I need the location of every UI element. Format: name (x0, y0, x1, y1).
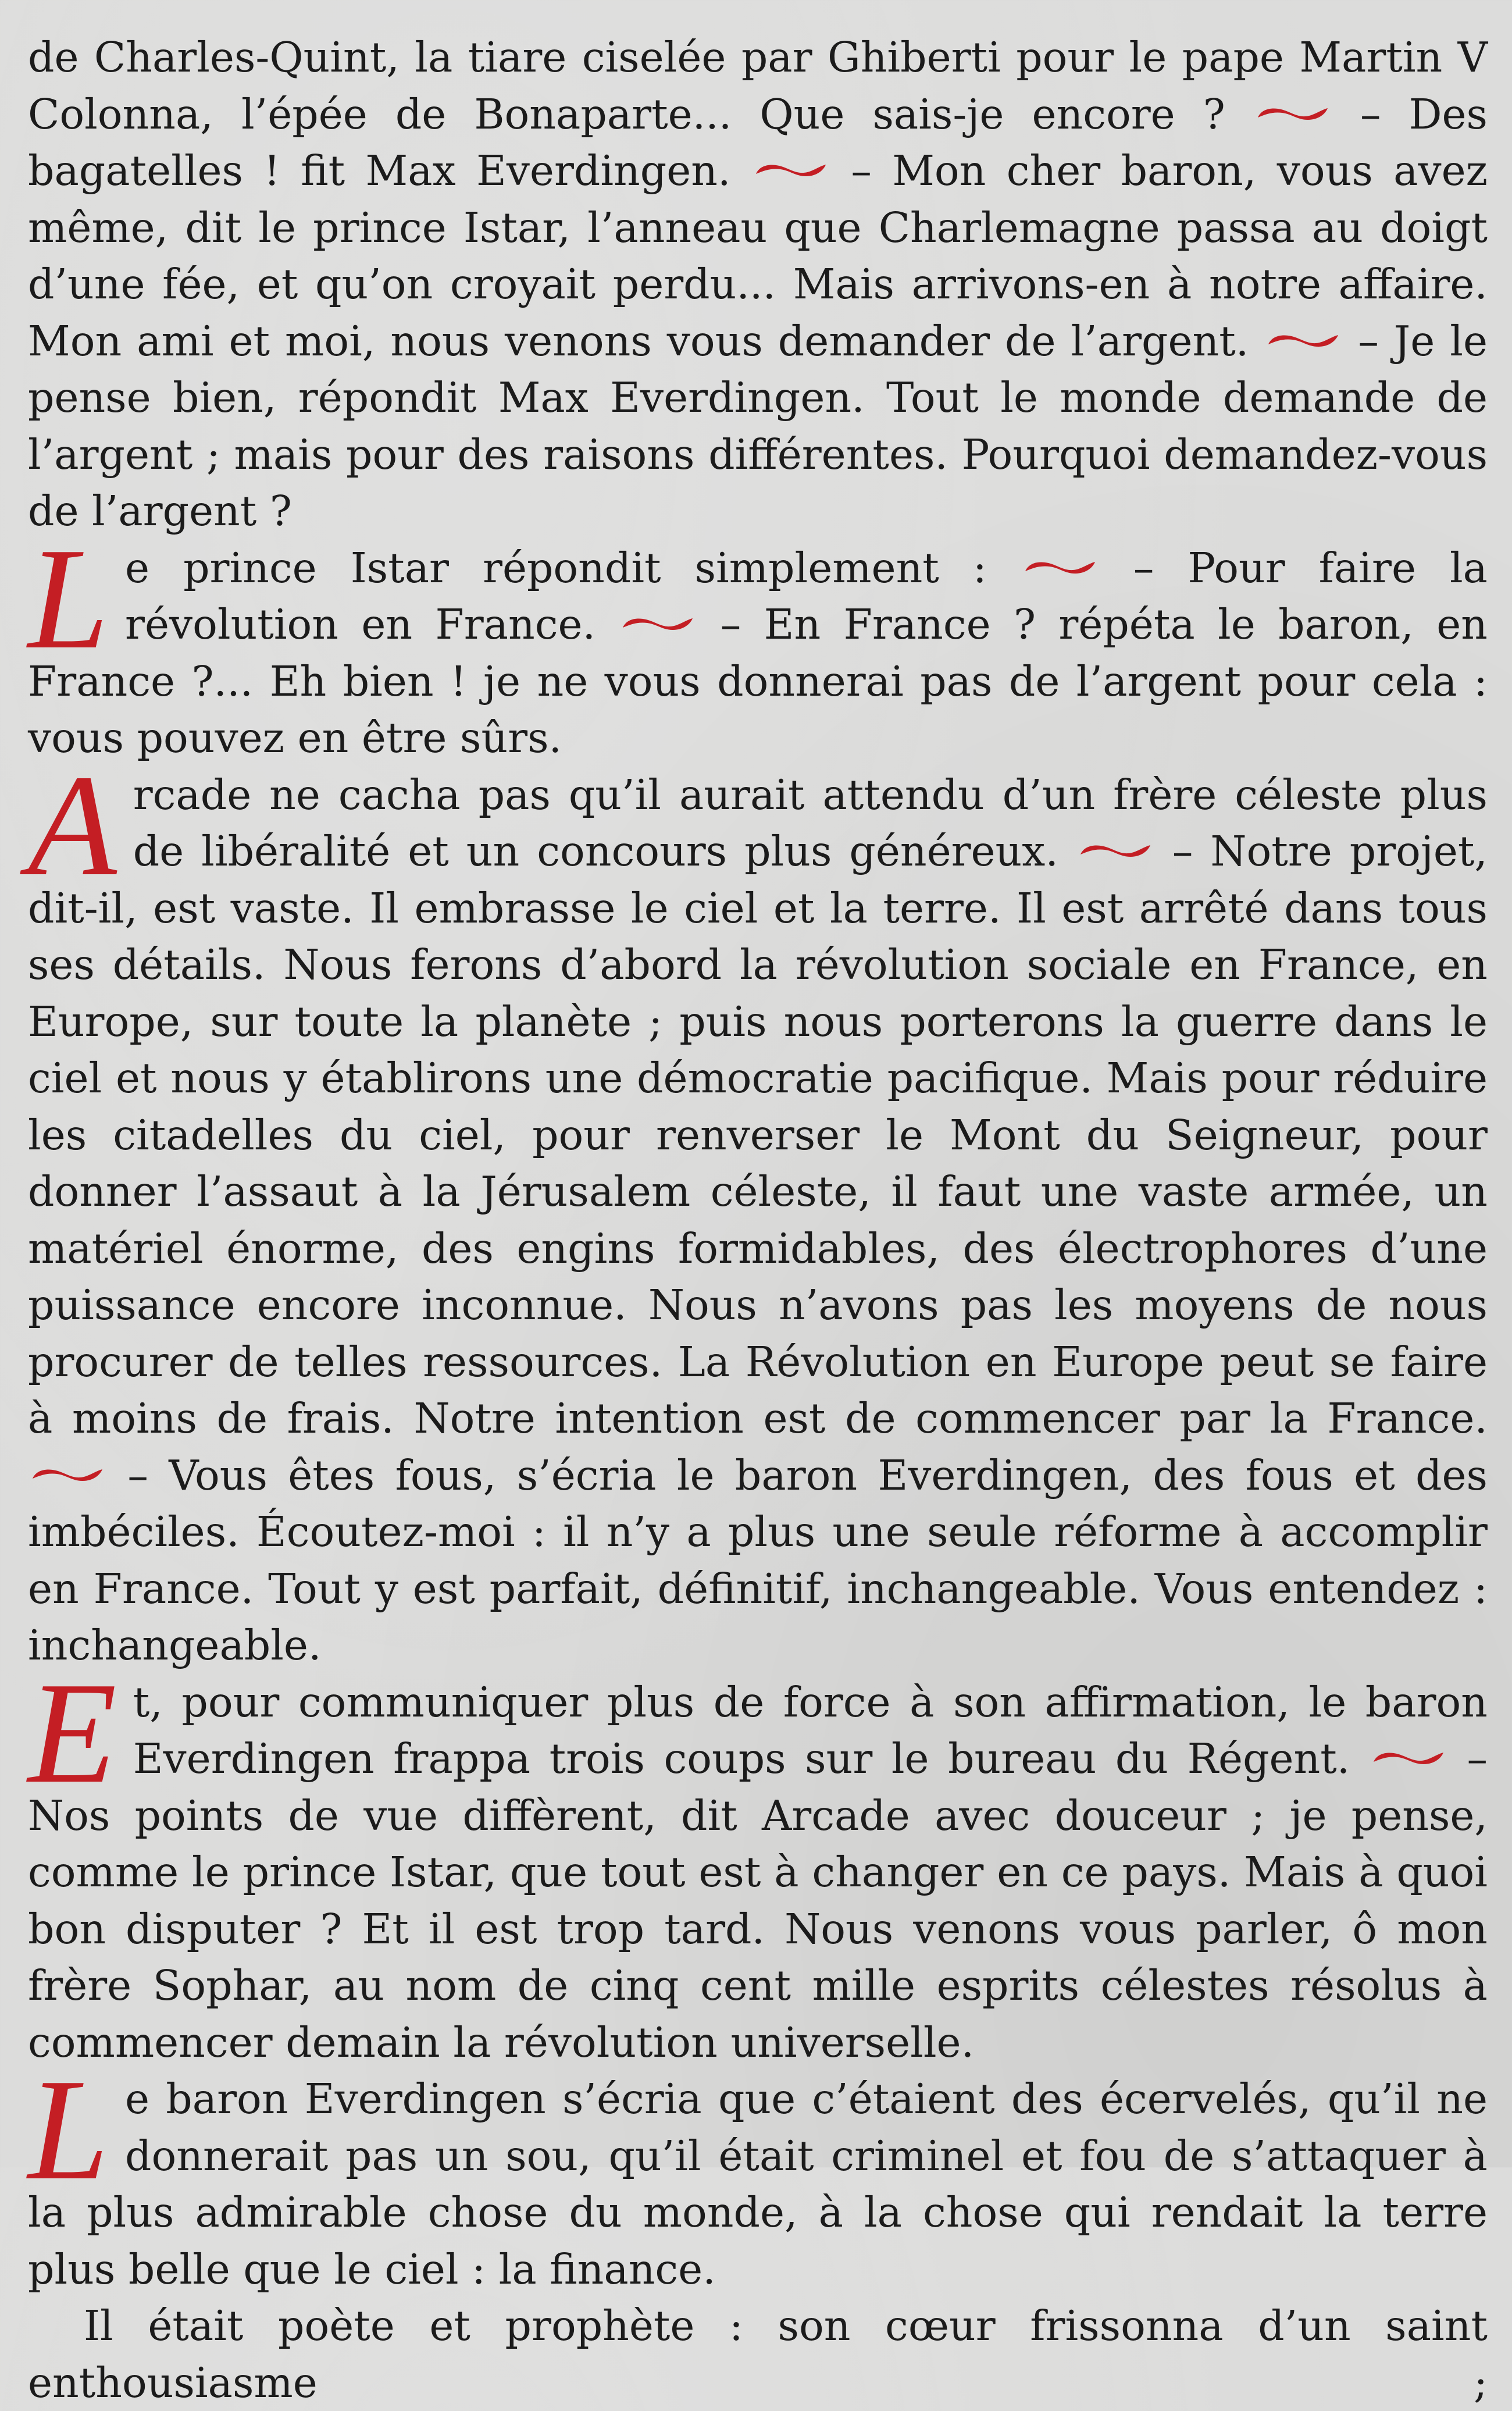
text-segment: – Nos points de vue diffèrent, dit Arcade avec douceur ; je pense, comme le prince Istar, que tout est à changer en ce pays. Mais à quoi bon disputer ? Et il est trop tard. Nous venons vous parler, ô mon frère Sophar, au nom de cinq cent mille esprits célestes résolus à commencer demain la révolution universelle. (28, 1735, 1488, 2067)
red-tilde-ornament (1023, 555, 1097, 578)
paragraph (28, 518, 1488, 767)
paragraph (28, 29, 1488, 540)
drop-cap-letter: L (28, 2049, 109, 2210)
drop-cap-letter: A (28, 745, 117, 906)
text-segment: – Des bagatelles ! fit Max Everdingen. (28, 90, 1488, 195)
text-segment: rcade ne cacha pas qu’il aurait attendu d’un frère céleste plus de libéralité et un concours plus généreux. (133, 770, 1488, 875)
text-segment: – Vous êtes fous, s’écria le baron Everdingen, des fous et des imbéciles. Écoutez-moi : il n’y a plus une seule réforme à accomplir en France. Tout y est parfait, définitif, inchangeable. Vous entendez : inchangeable. (28, 1451, 1488, 1669)
drop-cap-letter: L (28, 518, 109, 679)
text-segment: de Charles-Quint, la tiare ciselée par Ghiberti pour le pape Martin V Colonna, l’épée de Bonaparte... Que sais-je encore ? (28, 33, 1488, 138)
red-tilde-ornament (1256, 102, 1330, 124)
paragraph (28, 2049, 1488, 2298)
red-tilde-ornament (1371, 1746, 1446, 1768)
paragraph (28, 745, 1488, 1674)
red-tilde-ornament (1266, 329, 1340, 351)
red-tilde-ornament (30, 1463, 105, 1485)
book-page (28, 29, 1488, 2407)
text-segment: e baron Everdingen s’écria que c’étaient des écervelés, qu’il ne donnerait pas un sou, qu’il était criminel et fou de s’attaquer à la plus admirable chose du monde, à la chose qui rendait la terre plus belle que le ciel : la finance. (28, 2075, 1488, 2294)
text-segment: – Pour faire la révolution en France. (125, 543, 1488, 649)
drop-cap-letter: E (28, 1652, 117, 1814)
text-segment: e prince Istar répondit simplement : (125, 543, 987, 592)
text-segment: – Notre projet, dit-il, est vaste. Il embrasse le ciel et la terre. Il est arrêté dans tous ses détails. Nous ferons d’abord la révolution sociale en France, en Europe, sur toute la planète ; puis nous porterons la guerre dans le ciel et nous y établirons une démocratie pacifique. Mais pour réduire les citadelles du ciel, pour renverser le Mont du Seigneur, pour donner l’assaut à la Jérusalem céleste, il faut une vaste armée, un matériel énorme, des engins formidables, des électrophores d’une puissance encore inconnue. Nous n’avons pas les moyens de nous procurer de telles ressources. La Révolution en Europe peut se faire à moins de frais. Notre intention est de commencer par la France. (28, 827, 1488, 1443)
text-segment: – En France ? répéta le baron, en France ?... Eh bien ! je ne vous donnerai pas de l’argent pour cela : vous pouvez en être sûrs. (28, 600, 1488, 762)
paragraph (28, 2298, 1488, 2411)
text-segment: t, pour communiquer plus de force à son affirmation, le baron Everdingen frappa trois coups sur le bureau du Régent. (133, 1678, 1488, 1783)
text-segment: Il était poète et prophète : son cœur frissonna d’un saint enthousiasme ; (28, 2302, 1488, 2407)
red-tilde-ornament (1078, 839, 1153, 861)
text-segment: – Je le pense bien, répondit Max Everdingen. Tout le monde demande de l’argent ; mais pour des raisons différentes. Pourquoi demandez-vous de l’argent ? (28, 316, 1488, 535)
red-tilde-ornament (754, 158, 828, 180)
paragraph (28, 1652, 1488, 2071)
text-segment: – Mon cher baron, vous avez même, dit le prince Istar, l’anneau que Charlemagne passa au doigt d’une fée, et qu’on croyait perdu... Mais arrivons-en à notre affaire. Mon ami et moi, nous venons vous demander de l’argent. (28, 147, 1488, 365)
red-tilde-ornament (621, 612, 695, 634)
